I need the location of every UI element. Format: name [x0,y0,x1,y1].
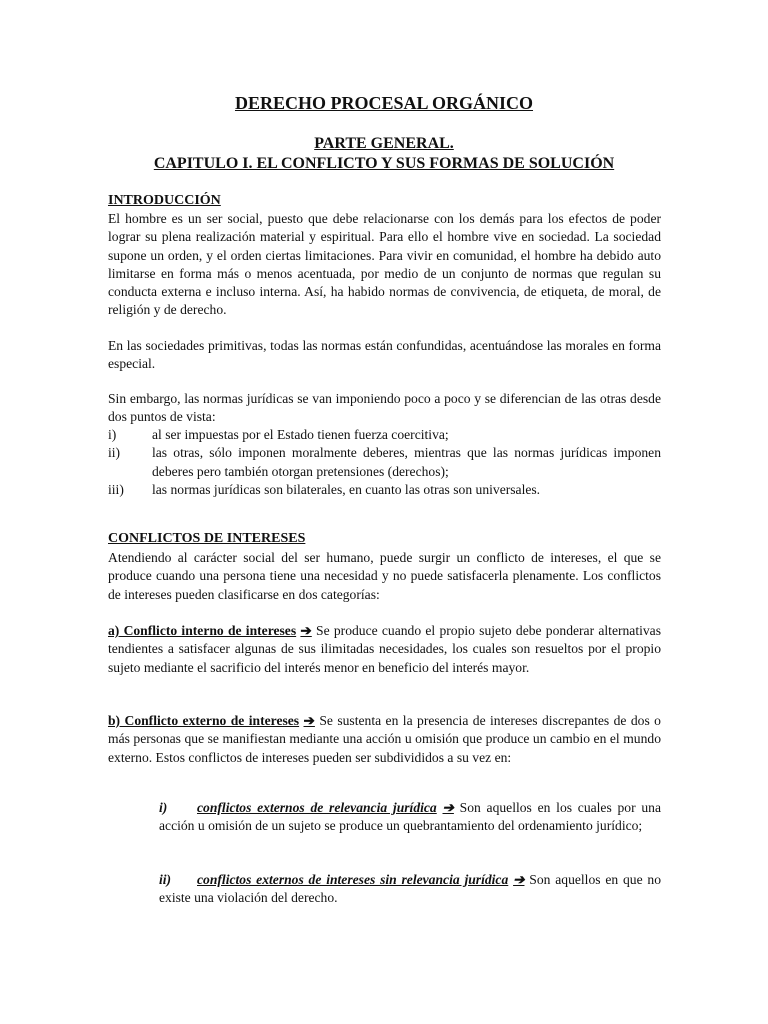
external-conflict-paragraph [108,712,661,767]
sub-item-label: conflictos externos de relevancia jurídica [197,800,437,815]
list-item-number: i) [108,427,117,442]
conflicts-paragraph-1: Atendiendo al carácter social del ser humano, puede surgir un conflicto de intereses, el que se produce cuando una persona tiene una necesidad y no puede satisfacerla plenamente. Los conflictos de intereses pueden clasificarse en dos categorías: [108,550,661,602]
internal-conflict-paragraph [108,622,661,677]
chapter-title: CAPITULO I. EL CONFLICTO Y SUS FORMAS DE SOLUCIÓN [153,155,615,172]
external-conflict-text: Se sustenta en la presencia de intereses discrepantes de dos o más personas que se manifiestan mediante una acción u omisión que produce un cambio en el mundo externo. Estos conflictos de intereses pueden ser subdivididos a su vez en: [108,713,661,765]
list-item-text: las normas jurídicas son bilaterales, en cuanto las otras son universales. [152,481,541,497]
list-item-text: al ser impuestas por el Estado tienen fuerza coercitiva; [152,427,449,442]
sub-item-legal-relevance [159,799,661,836]
list-item [108,481,661,499]
sub-item-number: ii) [159,872,172,887]
norms-list [108,426,661,499]
sub-item-label: conflictos externos de intereses sin relevancia jurídica [197,872,509,887]
arrow-right-icon: ➔ [513,872,525,887]
list-item-number: iii) [108,481,124,497]
intro-heading: INTRODUCCIÓN [108,193,221,208]
list-item [108,444,661,481]
sub-item-text: Son aquellos en que no existe una violación del derecho. [159,872,661,906]
intro-paragraph-1: El hombre es un ser social, puesto que debe relacionarse con los demás para los efectos de poder lograr su plena realización material y espiritual. Para ello el hombre vive en sociedad. La sociedad supone un orden, y el orden ciertas limitaciones. Para vivir en comunidad, el hombre ha debido auto limitarse en forma más o menos acentuada, por medio de un conjunto de normas que regulan su conducta externa e incluso interna. Así, ha habido normas de convivencia, de etiqueta, de moral, de religión y de derecho. [108,211,661,318]
sub-item-text: Son aquellos en los cuales por una acción u omisión de un sujeto se produce un quebrantamiento del ordenamiento jurídico; [159,800,662,834]
external-conflict-label: b) Conflicto externo de intereses [108,713,300,728]
arrow-right-icon: ➔ [300,623,312,638]
arrow-right-icon: ➔ [442,800,454,815]
intro-paragraph-2: En las sociedades primitivas, todas las normas están confundidas, acentuándose las morales en forma especial. [108,338,661,372]
internal-conflict-text: Se produce cuando el propio sujeto debe ponderar alternativas tendientes a satisfacer algunas de sus ilimitadas necesidades, los cuales son resueltos por el propio sujeto mediante el sacrificio del interés menor en beneficio del interés mayor. [108,623,662,675]
list-item-number: ii) [108,445,121,461]
sub-item-no-legal-relevance [159,871,661,908]
arrow-right-icon: ➔ [303,713,315,728]
conflicts-heading: CONFLICTOS DE INTERESES [108,531,306,546]
document-title: DERECHO PROCESAL ORGÁNICO [234,93,534,113]
internal-conflict-label: a) Conflicto interno de intereses [108,623,297,638]
list-item-text: las otras, sólo imponen moralmente deberes, mientras que las normas jurídicas imponen deberes pero también otorgan pretensiones (derechos); [152,445,661,479]
part-title: PARTE GENERAL. [314,135,454,152]
sub-item-number: i) [159,800,168,815]
intro-paragraph-3: Sin embargo, las normas jurídicas se van imponiendo poco a poco y se diferencian de las otras desde dos puntos de vista: [108,391,661,425]
list-item [108,426,661,444]
